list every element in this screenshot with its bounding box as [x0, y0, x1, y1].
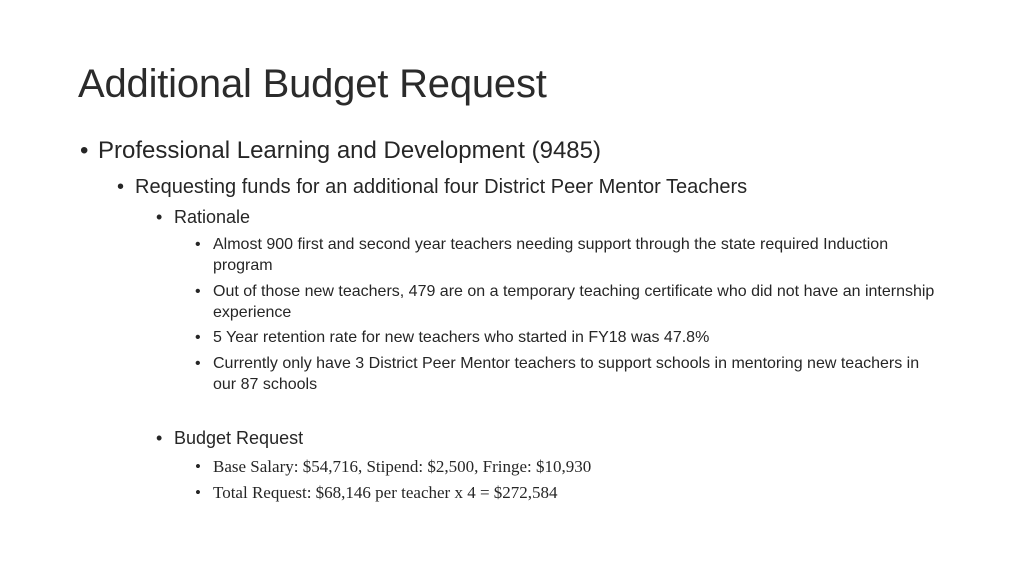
bullet-icon: •	[80, 137, 89, 164]
rationale-item-text: Currently only have 3 District Peer Mentor teachers to support schools in mentoring new teachers in our 87 schools	[213, 355, 920, 393]
bullet-level2	[117, 174, 747, 200]
budget-item-text: Total Request: $68,146 per teacher x 4 = $272,584	[213, 483, 558, 502]
bullet-icon: •	[195, 329, 201, 346]
budget-item	[195, 456, 955, 477]
bullet-icon: •	[156, 428, 163, 448]
bullet-icon: •	[156, 207, 163, 227]
bullet-level2-text: Requesting funds for an additional four District Peer Mentor Teachers	[135, 176, 748, 198]
budget-label: Budget Request	[174, 428, 304, 448]
rationale-item	[195, 327, 955, 348]
rationale-item	[195, 281, 955, 323]
slide-title: Additional Budget Request	[78, 62, 547, 106]
rationale-item	[195, 353, 955, 395]
rationale-item	[195, 234, 955, 276]
budget-item-text: Base Salary: $54,716, Stipend: $2,500, Fringe: $10,930	[213, 457, 592, 476]
rationale-item-text: Out of those new teachers, 479 are on a temporary teaching certificate who did not have an internship experience	[213, 283, 935, 321]
bullet-icon: •	[195, 483, 201, 502]
bullet-rationale	[156, 206, 250, 228]
bullet-icon: •	[195, 355, 201, 372]
rationale-item-text: Almost 900 first and second year teachers needing support through the state required Induction program	[213, 236, 889, 274]
bullet-level1-text: Professional Learning and Development (9485)	[98, 137, 601, 164]
rationale-label: Rationale	[174, 207, 251, 227]
bullet-icon: •	[195, 283, 201, 300]
bullet-icon: •	[195, 457, 201, 476]
bullet-icon: •	[117, 176, 125, 198]
bullet-budget	[156, 427, 303, 449]
rationale-item-text: 5 Year retention rate for new teachers who started in FY18 was 47.8%	[213, 329, 710, 346]
budget-item	[195, 482, 955, 503]
bullet-level1	[80, 136, 601, 166]
bullet-icon: •	[195, 236, 201, 253]
